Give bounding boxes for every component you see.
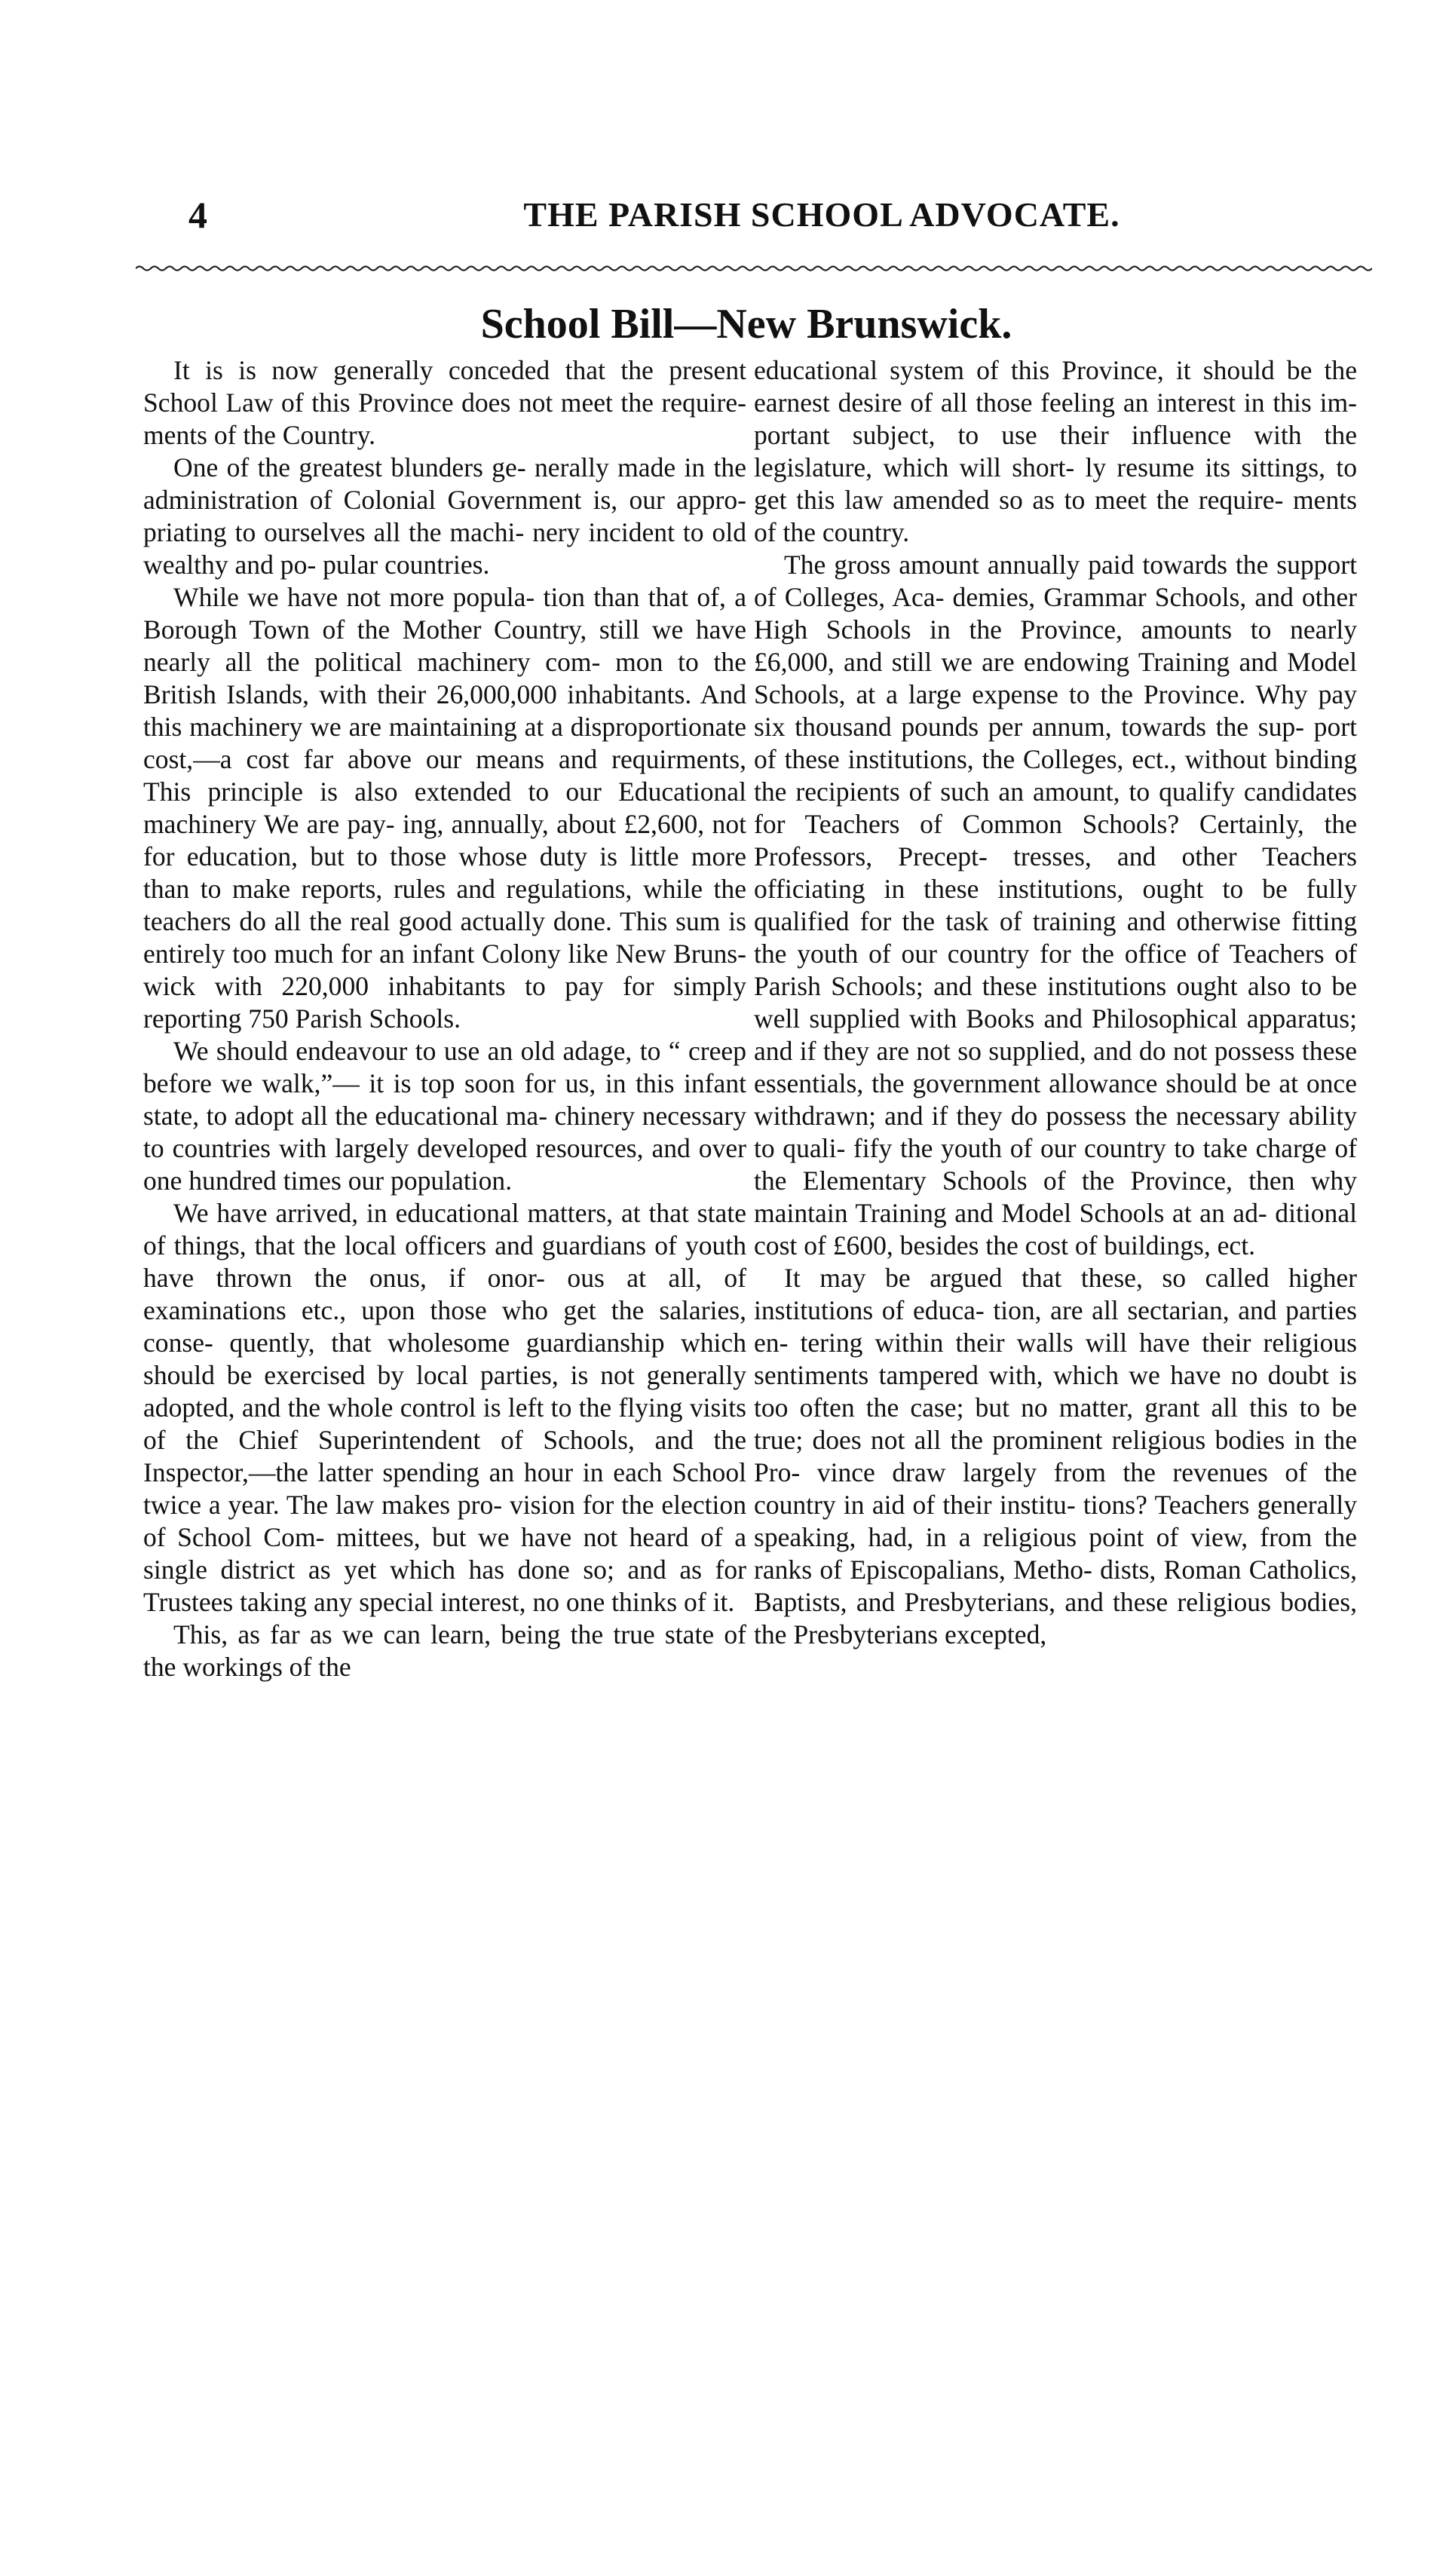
page-number: 4: [188, 194, 207, 236]
header-rule: [136, 264, 1372, 273]
paragraph: One of the greatest blunders ge- nerally made in the administration of Colonial Government is, our appro- priating to ourselves all the machi- nery incident to old wealthy and po- pular countries.: [143, 452, 746, 580]
paragraph: This, as far as we can learn, being the true state of the workings of the: [143, 1619, 746, 1682]
paragraph: educational system of this Province, it should be the earnest desire of all those feeling an interest in this im- portant subject, to use their influence with the legislature, which will short- ly resume its sittings, to get this law amended so as to meet the require- ments of the country.: [754, 355, 1357, 547]
page-header: [188, 192, 1357, 245]
paragraph: The gross amount annually paid towards the support of Colleges, Aca- demies, Grammar Schools, and other High Schools in the Province, amounts to nearly £6,000, and still we are endowing Training and Model Schools, at a large expense to the Province. Why pay six thousand pounds per annum, towards the sup- port of these institutions, the Colleges, ect., without binding the recipients of such an amount, to qualify candidates for Teachers of Common Schools? Certainly, the Professors, Precept- tresses, and other Teachers officiating in these institutions, ought to be fully qualified for the task of training and otherwise fitting the youth of our country for the office of Teachers of Parish Schools; and these institutions ought also to be well supplied with Books and Philosophical apparatus; and if they are not so supplied, and do not possess these essentials, the government allowance should be at once withdrawn; and if they do possess the necessary ability to quali- fify the youth of our country to take charge of the Elementary Schools of the Province, then why maintain Training and Model Schools at an ad- ditional cost of £600, besides the cost of buildings, ect.: [754, 550, 1357, 1260]
paragraph: It is is now generally conceded that the present School Law of this Province does not meet the require- ments of the Country.: [143, 355, 746, 450]
left-column: [143, 354, 746, 2450]
paragraph: We should endeavour to use an old adage, to “ creep before we walk,”— it is top soon for us, in this infant state, to adopt all the educational ma- chinery necessary to countries with largely developed resources, and over one hundred times our population.: [143, 1036, 746, 1196]
paragraph: It may be argued that these, so called higher institutions of educa- tion, are all sectarian, and parties en- tering within their walls will have their religious sentiments tampered with, which we have no doubt is too often the case; but no matter, grant all this to be true; does not all the prominent religious bodies in the Pro- vince draw largely from the revenues of the country in aid of their institu- tions? Teachers generally speaking, had, in a religious point of view, from the ranks of Episcopalians, Metho- dists, Roman Catholics, Baptists, and Presbyterians, and these religious bodies, the Presbyterians excepted,: [754, 1263, 1357, 1649]
running-title: THE PARISH SCHOOL ADVOCATE.: [523, 195, 1120, 234]
article-title: School Bill—New Brunswick.: [480, 301, 1012, 348]
paragraph: While we have not more popula- tion than that of, a Borough Town of the Mother Country, still we have nearly all the political machinery com- mon to the British Islands, with their 26,000,000 inhabitants. And this machinery we are maintaining at a disproportionate cost,—a cost far above our means and requirments, This principle is also extended to our Educational machinery We are pay- ing, annually, about £2,600, not for education, but to those whose duty is little more than to make reports, rules and regulations, while the teachers do all the real good actually done. This sum is entirely too much for an infant Colony like New Bruns- wick with 220,000 inhabitants to pay for simply reporting 750 Parish Schools.: [143, 582, 746, 1034]
paragraph: We have arrived, in educational matters, at that state of things, that the local officers and guardians of youth have thrown the onus, if onor- ous at all, of examinations etc., upon those who get the salaries, conse- quently, that wholesome guardianship which should be exercised by local parties, is not generally adopted, and the whole control is left to the flying visits of the Chief Superintendent of Schools, and the Inspector,—the latter spending an hour in each School twice a year. The law makes pro- vision for the election of School Com- mittees, but we have not heard of a single district as yet which has done so; and as for Trustees taking any special interest, no one thinks of it.: [143, 1198, 746, 1617]
right-column: [754, 354, 1357, 2450]
